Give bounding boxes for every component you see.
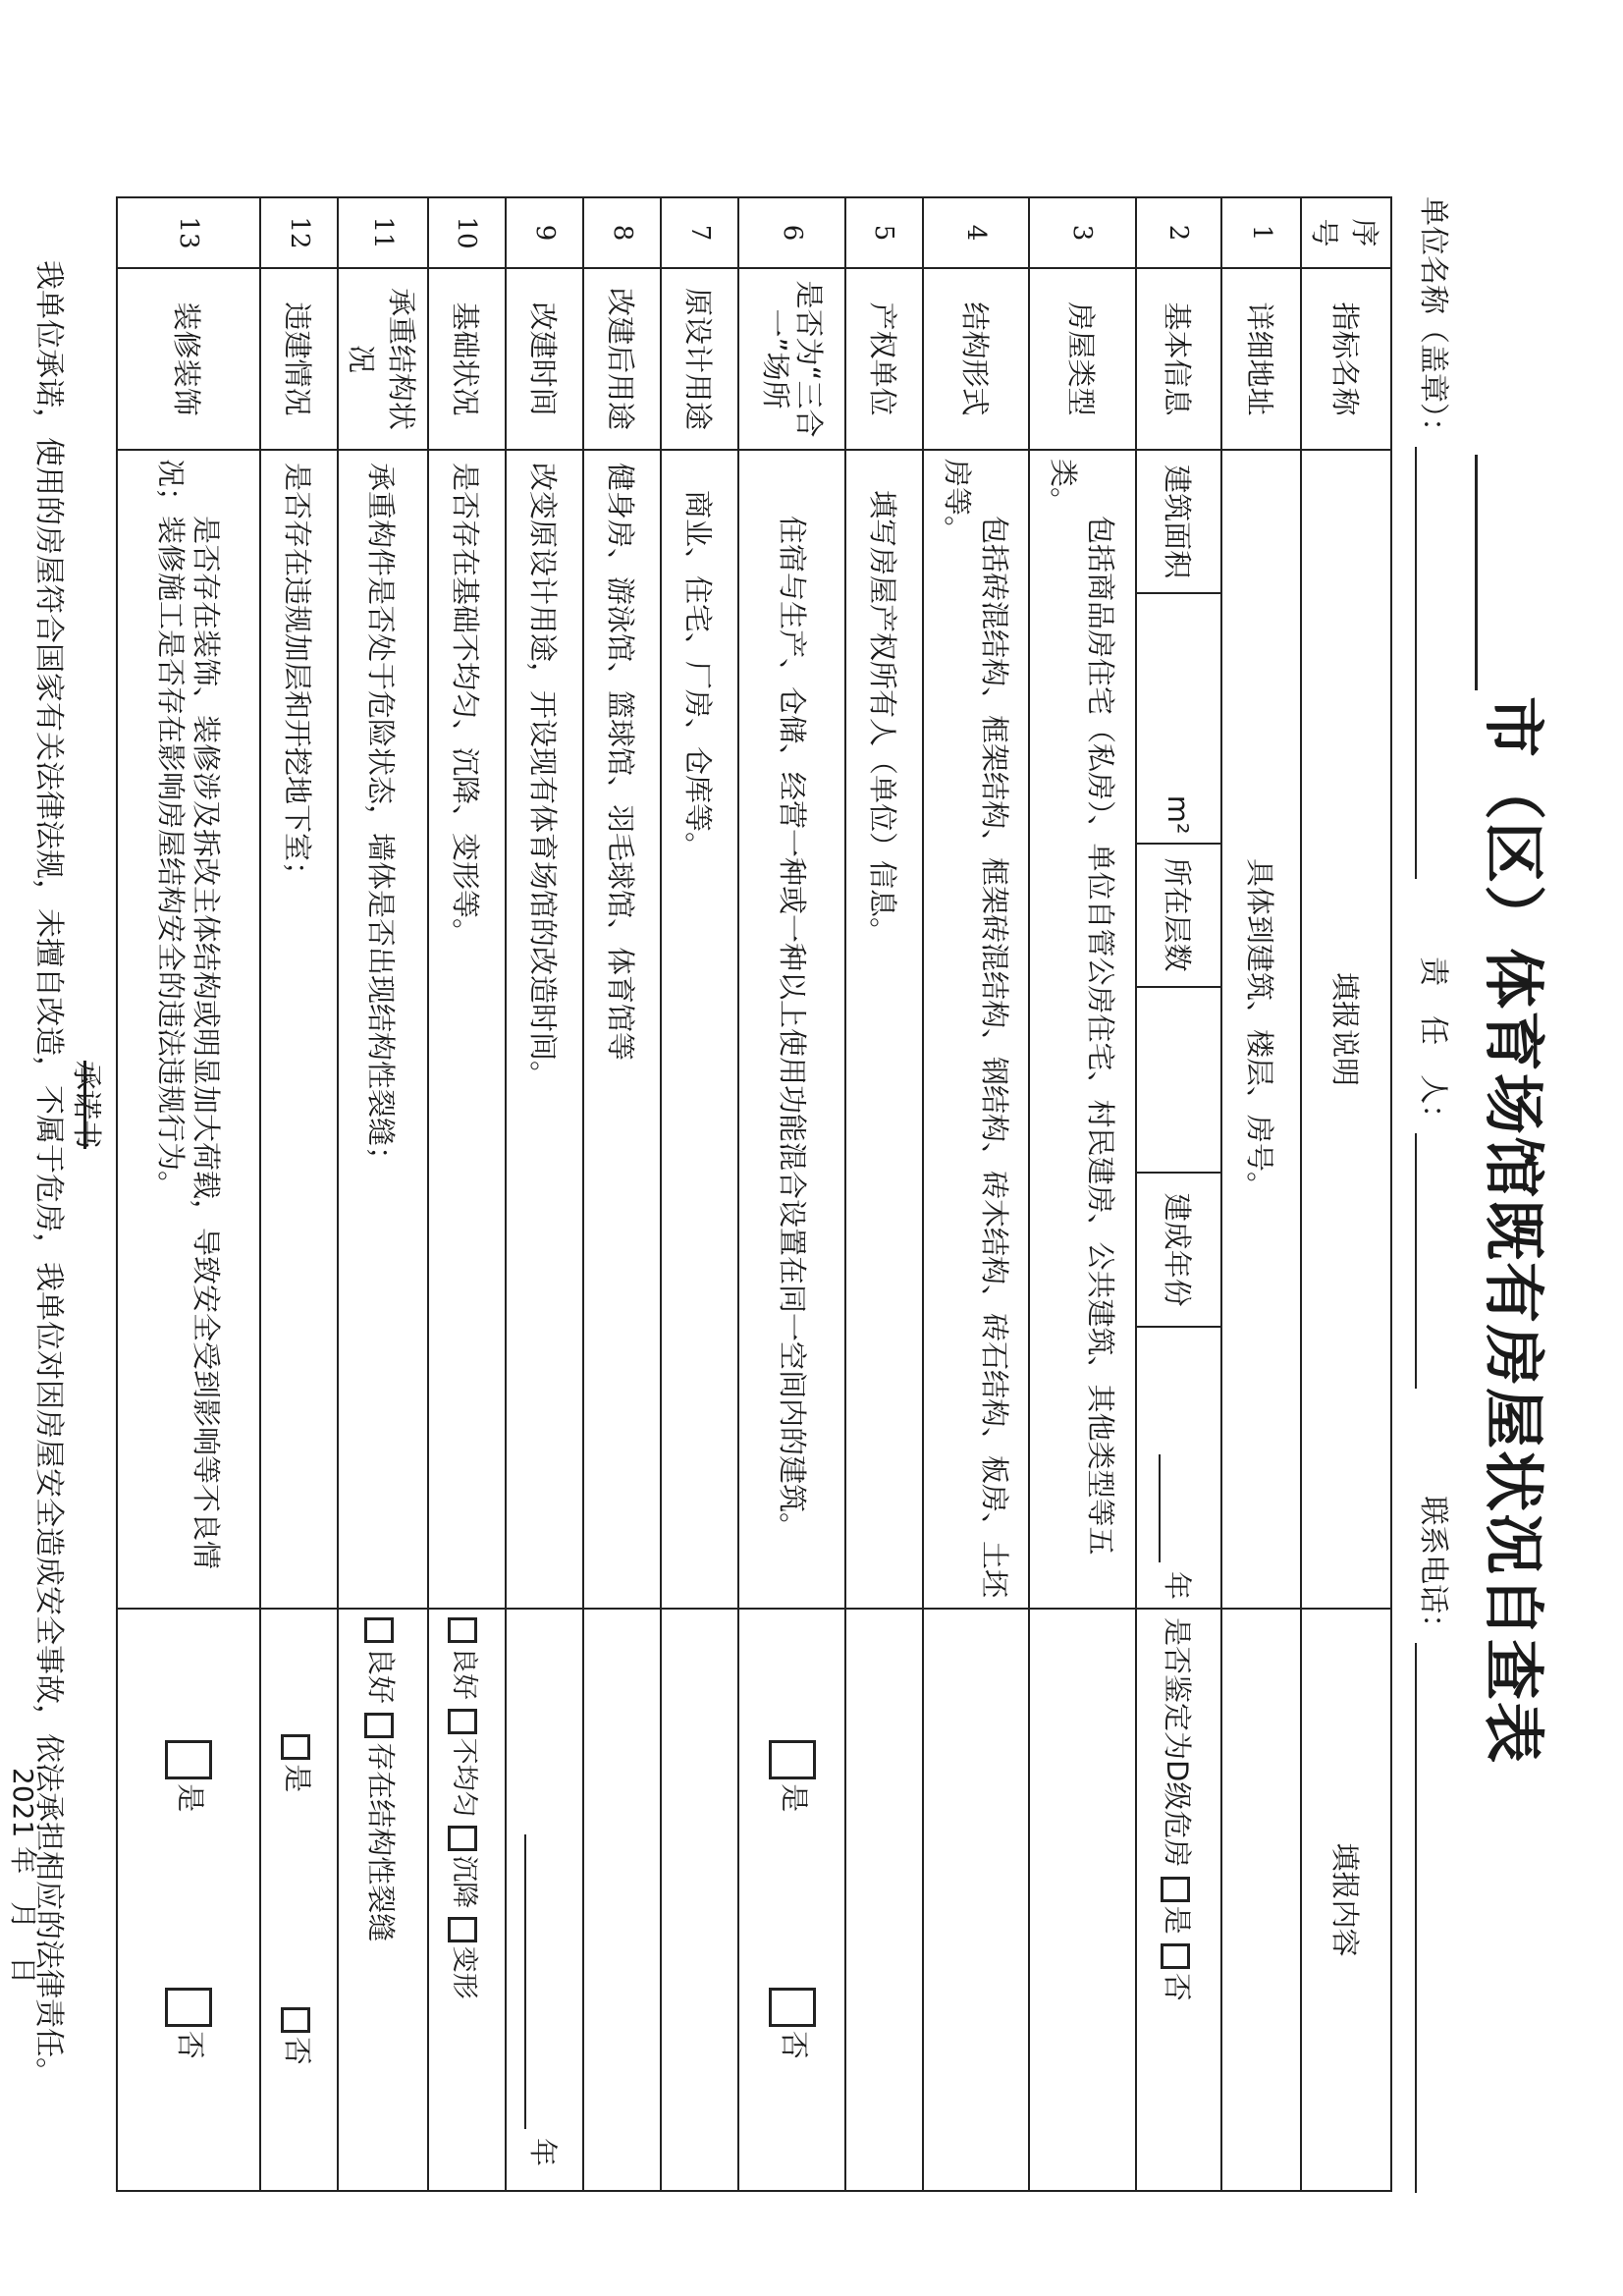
option-label: 良好 <box>448 1647 479 1700</box>
row-name: 结构形式 <box>923 268 1029 450</box>
illegal-build-check-cell <box>260 1609 338 2191</box>
structure-input-cell[interactable] <box>923 1609 1029 2191</box>
year-input[interactable] <box>1137 1327 1221 1608</box>
table-row <box>506 197 583 2191</box>
bearing-structure-check-cell <box>338 1609 428 2191</box>
settlement-checkbox[interactable] <box>448 1826 477 1851</box>
year-label: 建成年份 <box>1137 1173 1221 1327</box>
responsible-field[interactable] <box>1415 1133 1446 1389</box>
phone-label: 联系电话： <box>1416 1496 1450 1644</box>
table-row <box>661 197 738 2191</box>
row-name: 详细地址 <box>1221 268 1301 450</box>
original-use-input-cell[interactable] <box>661 1609 738 2191</box>
new-use-input-cell[interactable] <box>583 1609 661 2191</box>
row-desc: 是否存在装饰、装修涉及拆改主体结构或明显加大荷载，导致安全受到影响等不良情况；装修施工是否存在影响房屋结构安全的违法违规行为。 <box>117 450 260 1609</box>
option-label: 变形 <box>448 1945 479 1999</box>
row-name: 原设计用途 <box>661 268 738 450</box>
col-header-seq: 序号 <box>1301 197 1391 268</box>
promise-text: 我单位承诺，使用的房屋符合国家有关法律法规，未擅自改造，不属于危房，我单位对因房屋安全造成安全事故，依法承担相应的法律责任。 <box>31 260 66 2087</box>
row-desc: 住宿与生产、仓储、经营一种或一种以上使用功能混合设置在同一空间内的建筑。 <box>738 450 844 1609</box>
uneven-checkbox[interactable] <box>448 1709 477 1734</box>
good-checkbox[interactable] <box>448 1617 477 1643</box>
year-unit: 年 <box>526 2137 561 2166</box>
no-checkbox[interactable] <box>165 1988 212 2027</box>
table-row <box>1136 197 1222 2191</box>
table-row <box>583 197 661 2191</box>
row-desc: 承重构件是否处于危险状态，墙体是否出现结构性裂缝； <box>338 450 428 1609</box>
yes-label: 是 <box>777 1783 811 1813</box>
yes-label: 是 <box>1160 1905 1194 1935</box>
three-in-one-check-cell <box>738 1609 844 2191</box>
responsible-label: 责 任 人： <box>1416 957 1450 1134</box>
floors-label: 所在层数 <box>1137 844 1221 987</box>
row-seq: 2 <box>1136 197 1222 268</box>
table-row <box>1029 197 1135 2191</box>
row-seq: 1 <box>1221 197 1301 268</box>
row-desc: 是否存在违规加层和开挖地下室； <box>260 450 338 1609</box>
row-seq: 12 <box>260 197 338 268</box>
row-seq: 9 <box>506 197 583 268</box>
no-label: 否 <box>777 2030 811 2059</box>
table-row <box>260 197 338 2191</box>
rebuild-year-cell[interactable] <box>506 1609 583 2191</box>
row-name: 产权单位 <box>845 268 923 450</box>
area-unit: m² <box>1162 794 1196 835</box>
row-desc: 填写房屋产权所有人（单位）信息。 <box>845 450 923 1609</box>
self-check-table <box>116 196 1392 2192</box>
table-row <box>338 197 428 2191</box>
table-row <box>1221 197 1301 2191</box>
table-row <box>428 197 506 2191</box>
row-desc: 健身房、游泳馆、篮球馆、羽毛球馆、体育馆等 <box>583 450 661 1609</box>
table-row <box>845 197 923 2191</box>
row-seq: 3 <box>1029 197 1135 268</box>
house-type-input-cell[interactable] <box>1029 1609 1135 2191</box>
row-desc: 是否存在基础不均匀、沉降、变形等。 <box>428 450 506 1609</box>
col-header-name: 指标名称 <box>1301 268 1391 450</box>
row-name: 改建时间 <box>506 268 583 450</box>
row-seq: 11 <box>338 197 428 268</box>
crack-checkbox[interactable] <box>364 1713 394 1738</box>
basic-info-subtable <box>1136 450 1222 1609</box>
yes-checkbox[interactable] <box>1161 1877 1190 1902</box>
phone-field[interactable] <box>1415 1643 1446 2193</box>
row-desc: 商业、住宅、厂房、仓库等。 <box>661 450 738 1609</box>
area-label: 建筑面积 <box>1137 451 1221 593</box>
no-checkbox[interactable] <box>769 1988 816 2027</box>
row-desc: 包括砖混结构、框架结构、框架砖混结构、钢结构、砖木结构、砖石结构、板房、土坯房等。 <box>923 450 1029 1609</box>
row-seq: 7 <box>661 197 738 268</box>
row-seq: 8 <box>583 197 661 268</box>
row-name: 房屋类型 <box>1029 268 1135 450</box>
form-header <box>1415 196 1458 2193</box>
row-desc: 改变原设计用途，开设现有体育场馆的改造时间。 <box>506 450 583 1609</box>
unit-name-field[interactable] <box>1415 447 1446 879</box>
promise-date: 2021 年 月 日 <box>7 1768 39 1985</box>
d-level-question: 是否鉴定为D级危房 <box>1160 1617 1194 1868</box>
city-blank-line[interactable] <box>1475 455 1533 690</box>
option-label: 沉降 <box>448 1855 479 1909</box>
row-name: 改建后用途 <box>583 268 661 450</box>
unit-name-label: 单位名称（盖章）： <box>1416 196 1450 447</box>
yes-checkbox[interactable] <box>769 1740 816 1779</box>
row-seq: 10 <box>428 197 506 268</box>
floors-input[interactable] <box>1137 987 1221 1173</box>
table-row <box>738 197 844 2191</box>
no-label: 否 <box>1160 1972 1194 2001</box>
address-input-cell[interactable] <box>1221 1609 1301 2191</box>
row-name: 是否为“三合一”场所 <box>738 268 844 450</box>
no-checkbox[interactable] <box>281 2007 310 2033</box>
no-checkbox[interactable] <box>1161 1943 1190 1969</box>
row-desc: 具体到建筑、楼层、房号。 <box>1221 450 1301 1609</box>
no-label: 否 <box>281 2036 315 2065</box>
area-input[interactable] <box>1137 593 1221 843</box>
row-seq: 5 <box>845 197 923 268</box>
row-name: 违建情况 <box>260 268 338 450</box>
table-row <box>923 197 1029 2191</box>
option-label: 良好 <box>364 1647 399 1705</box>
col-header-content: 填报内容 <box>1301 1609 1391 2191</box>
owner-input-cell[interactable] <box>845 1609 923 2191</box>
title-text: 市（区）体育场馆既有房屋状况自查表 <box>1478 695 1549 1765</box>
row-name: 基础状况 <box>428 268 506 450</box>
no-label: 否 <box>174 2030 207 2059</box>
decoration-check-cell <box>117 1609 260 2191</box>
year-unit: 年 <box>1160 1570 1194 1600</box>
page-title <box>1475 177 1562 2043</box>
col-header-desc: 填报说明 <box>1301 450 1391 1609</box>
good-checkbox[interactable] <box>364 1617 394 1643</box>
deformation-checkbox[interactable] <box>448 1917 477 1942</box>
row-seq: 4 <box>923 197 1029 268</box>
option-label: 不均匀 <box>448 1737 479 1818</box>
d-level-check-cell <box>1136 1609 1222 2191</box>
foundation-check-cell <box>428 1609 506 2191</box>
row-name: 承重结构状况 <box>338 268 428 450</box>
yes-checkbox[interactable] <box>281 1734 310 1760</box>
row-name: 基本信息 <box>1136 268 1222 450</box>
yes-label: 是 <box>174 1783 207 1813</box>
row-seq: 6 <box>738 197 844 268</box>
table-header-row <box>1301 197 1391 2191</box>
option-label: 存在结构性裂缝 <box>364 1742 399 1942</box>
row-name: 装修装饰 <box>117 268 260 450</box>
row-seq: 13 <box>117 197 260 268</box>
yes-checkbox[interactable] <box>165 1740 212 1779</box>
yes-label: 是 <box>281 1764 315 1793</box>
table-row <box>117 197 260 2191</box>
promise-title: 承诺书 <box>69 1061 103 1149</box>
row-desc: 包括商品房住宅（私房）、单位自管公房住宅、村民建房、公共建筑、其他类型等五类。 <box>1029 450 1135 1609</box>
